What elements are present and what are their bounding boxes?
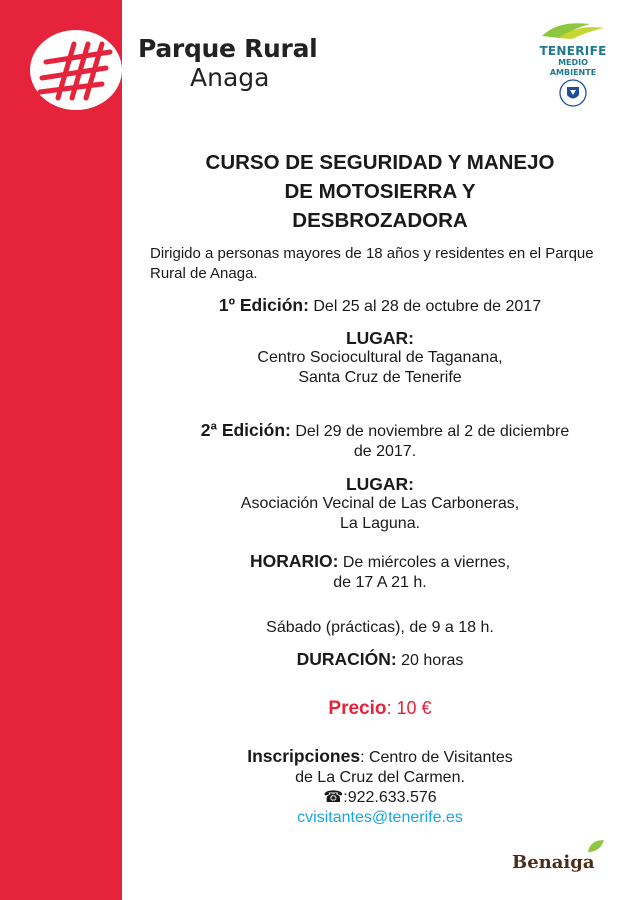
brand-name [138,34,317,92]
horario-label: HORARIO: [249,551,339,571]
precio [140,697,620,720]
brand-subtitle: Anaga [190,63,270,92]
edition-1 [140,295,620,317]
brand-title: Parque Rural [138,34,318,63]
benaiga-name: Benaiga [512,852,595,873]
leaf-icon [538,18,608,40]
benaiga-logo [512,838,595,873]
duracion [140,649,620,671]
edition-2-dates-line2: de 2017. [353,443,417,460]
inscripciones-place: : Centro de Visitantes [360,749,513,766]
lugar-1 [140,328,620,388]
course-title-line: CURSO DE SEGURIDAD Y MANEJO [205,151,555,174]
precio-value: : 10 € [386,698,432,718]
duracion-label: DURACIÓN: [296,649,397,669]
course-intro: Dirigido a personas mayores de 18 años y residentes en el Parque Rural de Anaga. [150,245,594,282]
lugar-2-label: LUGAR: [345,474,415,494]
edition-1-dates: Del 25 al 28 de octubre de 2017 [313,298,542,315]
course-title-line: DESBROZADORA [292,209,468,232]
phone-number[interactable]: :922.633.576 [343,789,437,806]
sabado-practicas: Sábado (prácticas), de 9 a 18 h. [266,619,494,636]
leaf-icon [586,838,606,854]
lugar-2 [140,474,620,534]
tenerife-name: TENERIFE [539,44,607,58]
horario-days: De miércoles a viernes, [342,554,511,571]
lugar-1-line: Santa Cruz de Tenerife [298,369,462,386]
email-link[interactable]: cvisitantes@tenerife.es [297,809,463,826]
inscripciones-place-line2: de La Cruz del Carmen. [295,769,465,786]
horario [140,551,620,593]
duracion-value: 20 horas [401,652,464,669]
lugar-2-line: Asociación Vecinal de Las Carboneras, [240,495,520,512]
lugar-1-line: Centro Sociocultural de Taganana, [257,349,503,366]
edition-1-label: 1º Edición: [218,295,309,315]
lugar-1-label: LUGAR: [345,328,415,348]
course-title [140,148,620,235]
edition-2-dates: Del 29 de noviembre al 2 de diciembre [295,423,570,440]
edition-2 [150,420,620,462]
lugar-2-line: La Laguna. [339,515,421,532]
edition-2-label: 2ª Edición: [200,420,291,440]
parque-rural-logo-icon [0,0,140,140]
cabildo-seal-icon [553,78,593,112]
phone-icon: ☎ [323,789,344,806]
course-title-line: DE MOTOSIERRA Y [284,180,476,203]
inscripciones [140,746,620,828]
tenerife-logo [534,18,612,117]
tenerife-subtitle: MEDIO AMBIENTE [549,58,597,77]
precio-label: Precio [328,698,387,719]
horario-hours: de 17 A 21 h. [333,574,427,591]
inscripciones-label: Inscripciones [247,746,361,766]
